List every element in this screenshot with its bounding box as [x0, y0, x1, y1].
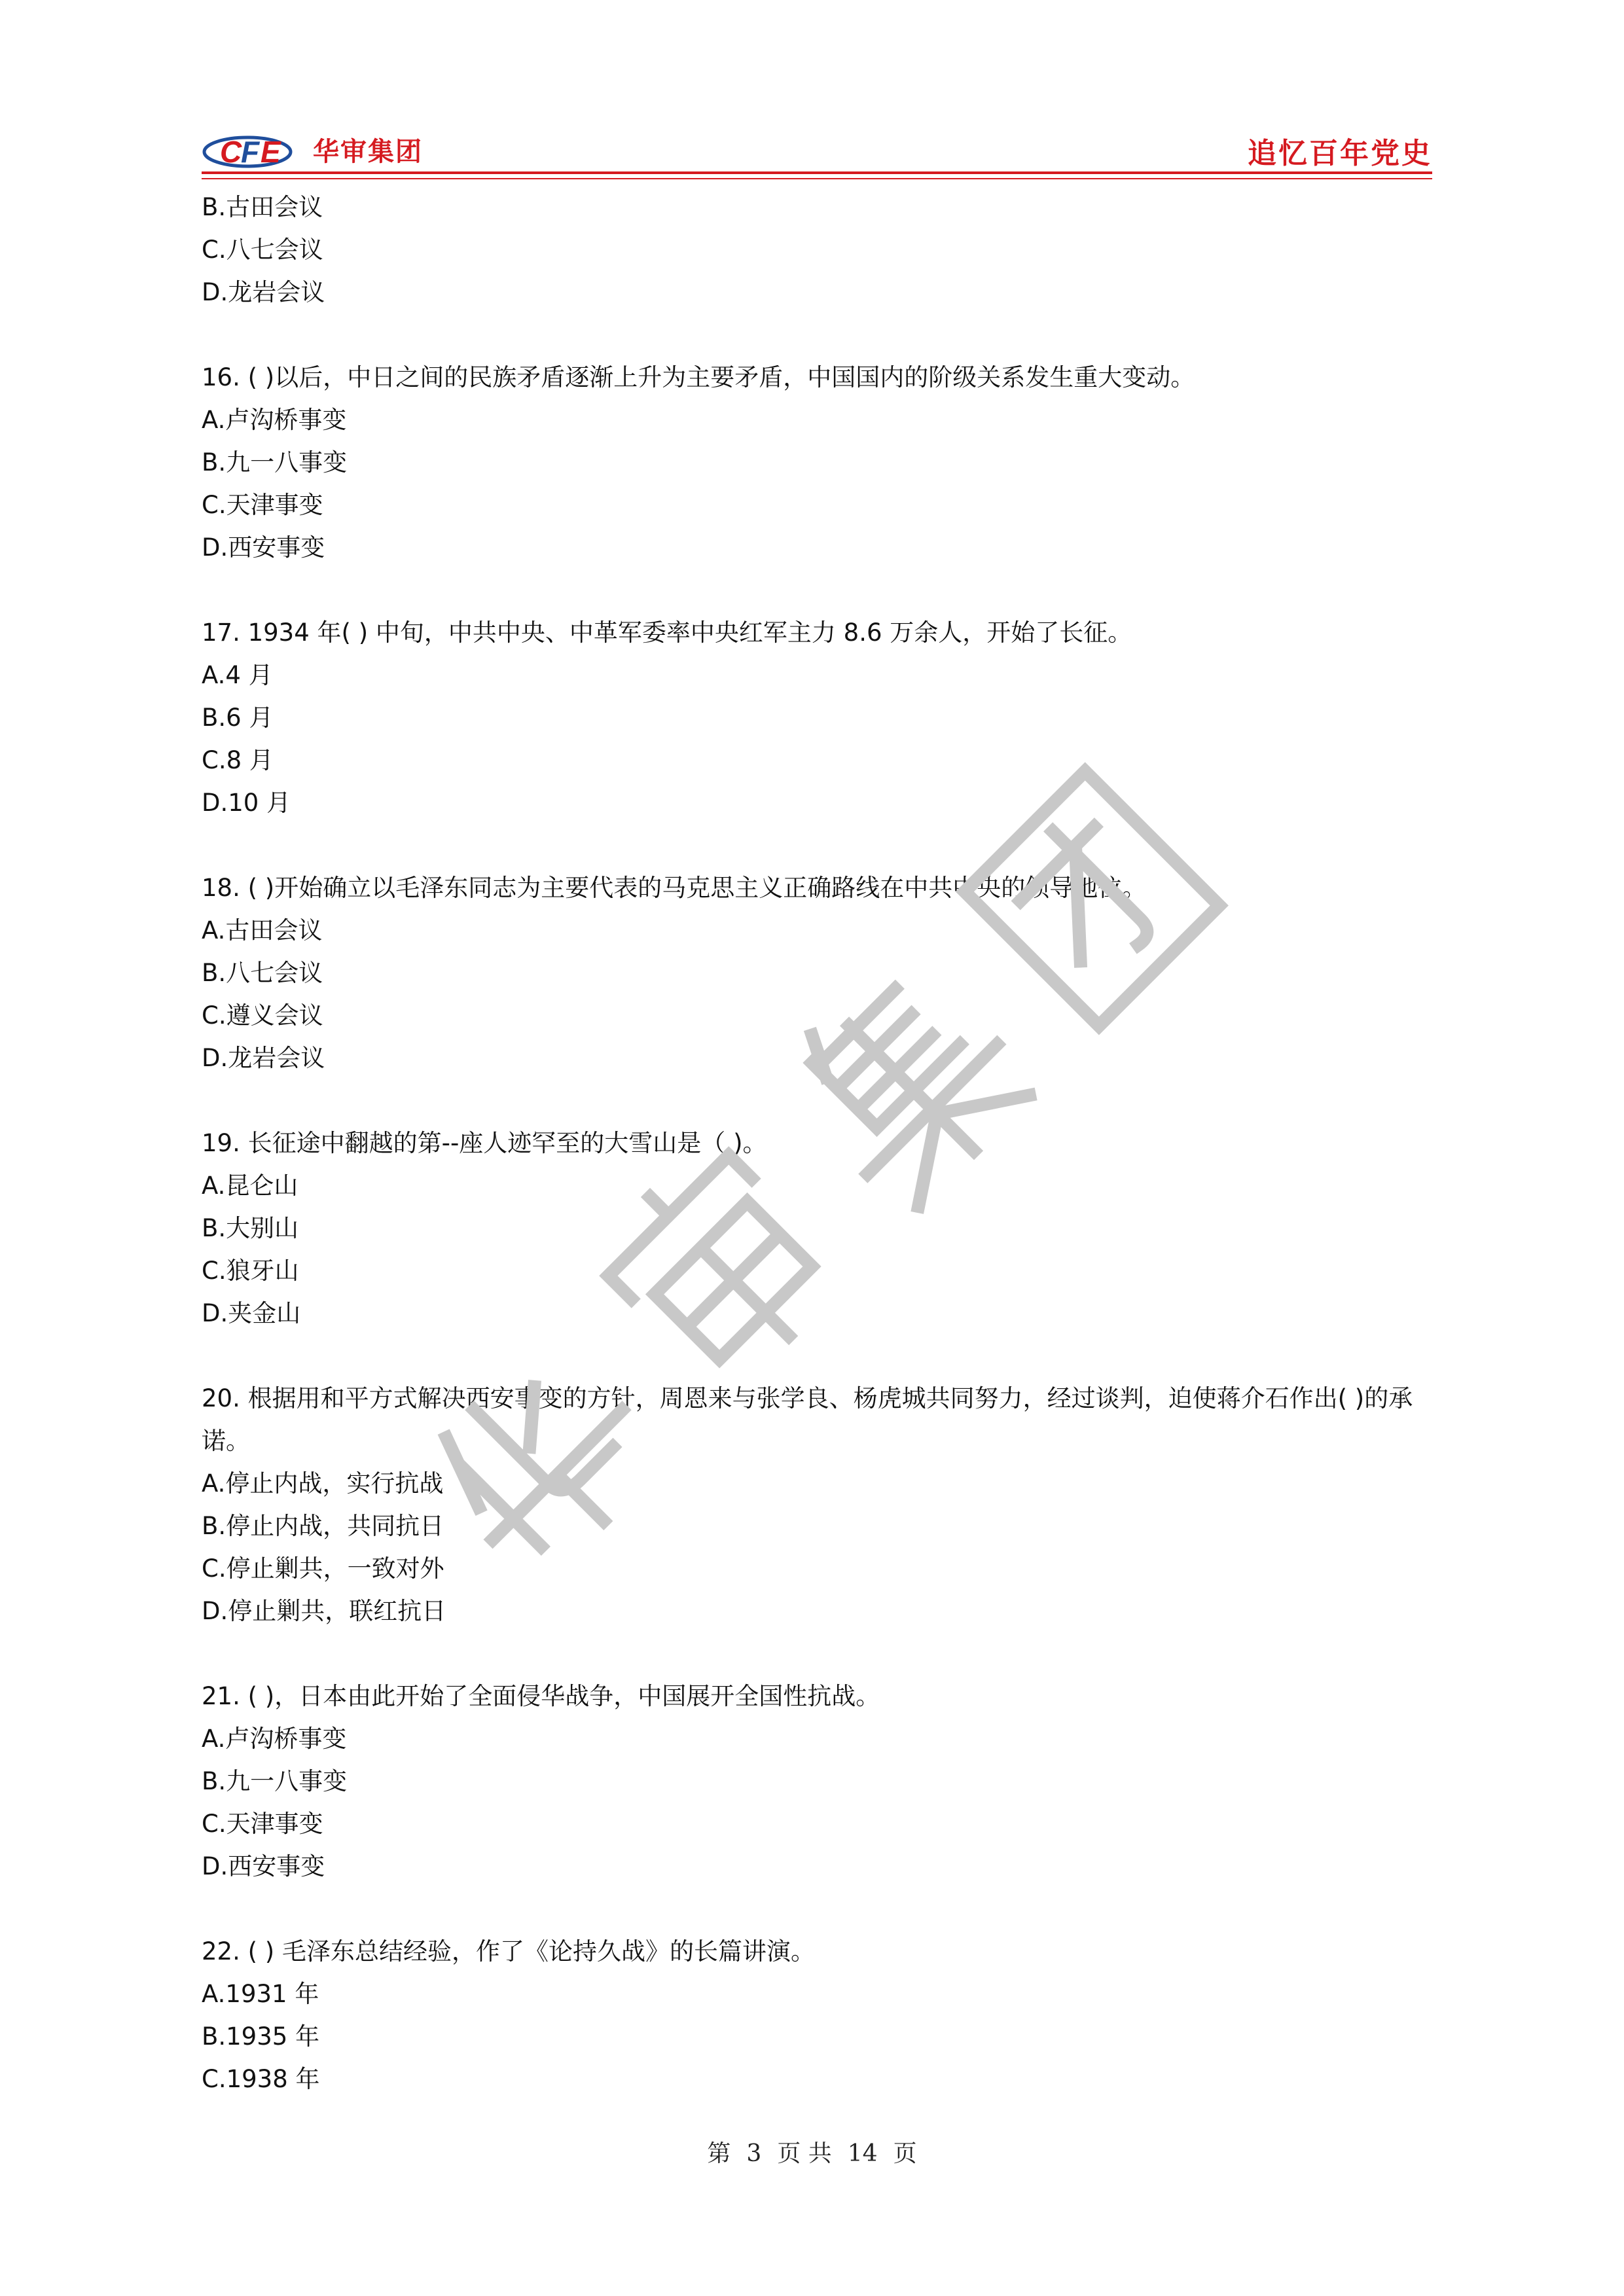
question-16 — [202, 356, 1432, 569]
footer-prefix: 第 — [707, 2140, 731, 2167]
question-19 — [202, 1122, 1432, 1335]
option: C.8 月 — [202, 746, 274, 774]
previous-question-options — [202, 186, 1432, 314]
option: B.大别山 — [202, 1214, 299, 1242]
option: A.卢沟桥事变 — [202, 406, 347, 434]
option: D.西安事变 — [202, 1852, 325, 1880]
option: D.西安事变 — [202, 533, 325, 562]
option: B.九一八事变 — [202, 1767, 348, 1795]
option: D.龙岩会议 — [202, 1044, 325, 1072]
option: C.狼牙山 — [202, 1257, 299, 1285]
option: C.1938 年 — [202, 2065, 320, 2093]
question-20 — [202, 1377, 1432, 1632]
question-17 — [202, 611, 1432, 824]
page-footer — [0, 2135, 1624, 2168]
option: C.天津事变 — [202, 1810, 323, 1838]
header-rule-thin — [202, 178, 1432, 179]
footer-suffix: 页 — [893, 2140, 917, 2167]
option: B.停止内战，共同抗日 — [202, 1512, 444, 1540]
option: A.古田会议 — [202, 916, 323, 944]
footer-middle: 页 共 — [777, 2140, 832, 2167]
option: D.夹金山 — [202, 1299, 301, 1327]
option: C.天津事变 — [202, 491, 323, 519]
option: C.遵义会议 — [202, 1001, 323, 1030]
header-rule — [202, 171, 1432, 174]
svg-text:F: F — [241, 135, 260, 169]
option: D.10 月 — [202, 789, 291, 817]
question-stem: 20. 根据用和平方式解决西安事变的方针，周恩来与张学良、杨虎城共同努力，经过谈判，迫使蒋介石作出( )的承诺。 — [202, 1384, 1413, 1455]
question-18 — [202, 867, 1432, 1079]
option: A.昆仑山 — [202, 1172, 298, 1200]
option: A.卢沟桥事变 — [202, 1725, 347, 1753]
current-page-number: 3 — [746, 2140, 762, 2167]
total-pages: 14 — [847, 2140, 878, 2167]
question-stem: 21. ( )，日本由此开始了全面侵华战争，中国展开全国性抗战。 — [202, 1682, 880, 1710]
option: D.龙岩会议 — [202, 278, 325, 306]
question-list — [202, 186, 1432, 2100]
svg-text:E: E — [261, 135, 281, 169]
company-logo — [202, 127, 300, 174]
option: A.4 月 — [202, 661, 273, 689]
question-stem: 16. ( )以后，中日之间的民族矛盾逐渐上升为主要矛盾，中国国内的阶级关系发生重大变动。 — [202, 363, 1195, 391]
question-21 — [202, 1675, 1432, 1888]
option: A.1931 年 — [202, 1980, 319, 2008]
question-stem: 17. 1934 年( ) 中旬，中共中央、中革军委率中央红军主力 8.6 万余人，开始了长征。 — [202, 619, 1132, 647]
option: B.八七会议 — [202, 959, 323, 987]
question-stem: 19. 长征途中翻越的第--座人迹罕至的大雪山是（ )。 — [202, 1129, 767, 1157]
option: C.八七会议 — [202, 236, 323, 264]
option: B.6 月 — [202, 704, 274, 732]
question-22 — [202, 1930, 1432, 2100]
option: A.停止内战，实行抗战 — [202, 1469, 444, 1498]
svg-text:C: C — [220, 135, 242, 169]
question-stem: 18. ( )开始确立以毛泽东同志为主要代表的马克思主义正确路线在中共中央的领导地位。 — [202, 874, 1147, 902]
question-stem: 22. ( ) 毛泽东总结经验，作了《论持久战》的长篇讲演。 — [202, 1937, 815, 1965]
option: B.九一八事变 — [202, 448, 348, 476]
brand-name: 华审集团 — [313, 137, 423, 167]
option: D.停止剿共，联红抗日 — [202, 1597, 446, 1625]
header-slogan: 追忆百年党史 — [1248, 137, 1432, 170]
option: B.1935 年 — [202, 2022, 320, 2051]
option: C.停止剿共，一致对外 — [202, 1554, 444, 1583]
option: B.古田会议 — [202, 193, 323, 221]
